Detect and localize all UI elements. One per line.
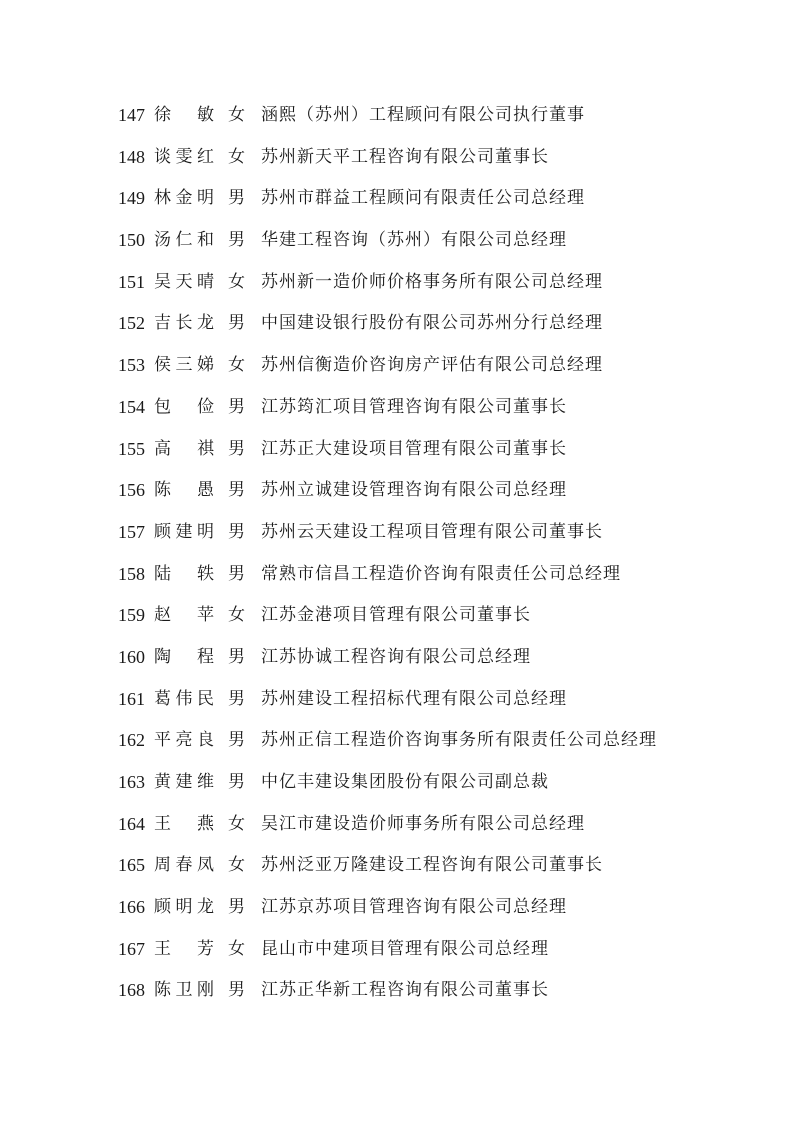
list-item: [118, 934, 758, 976]
name-character: 亮: [175, 730, 193, 751]
list-item: [118, 225, 758, 267]
entry-number: 163: [118, 772, 145, 792]
entry-number: 156: [118, 480, 145, 501]
entry-number: 159: [118, 605, 145, 626]
name-character: 俭: [197, 396, 214, 417]
name-character: 长: [175, 313, 193, 334]
name-character: 平: [154, 730, 171, 751]
entry-number: 149: [118, 188, 145, 209]
person-name: [154, 267, 214, 297]
person-name: [154, 183, 214, 213]
gender: 男: [228, 521, 245, 542]
person-name: [154, 642, 214, 672]
name-character: 吉: [154, 313, 171, 334]
list-item: [118, 684, 758, 726]
list-item: [118, 142, 758, 184]
entry-number: 165: [118, 855, 145, 876]
entry-number: 168: [118, 980, 145, 1001]
name-character: 汤: [154, 230, 171, 251]
person-name: [154, 767, 214, 797]
gender: 女: [228, 855, 245, 876]
list-item: [118, 850, 758, 892]
organization-title: 苏州新天平工程咨询有限公司董事长: [261, 146, 549, 167]
name-character: 顾: [154, 521, 171, 542]
organization-title: 江苏协诚工程咨询有限公司总经理: [261, 646, 531, 667]
name-character: 陈: [154, 480, 171, 501]
gender: 男: [228, 646, 245, 667]
name-character: 轶: [197, 563, 214, 584]
name-character: 红: [197, 146, 214, 167]
name-character: 王: [154, 938, 171, 959]
gender: 男: [228, 480, 245, 501]
name-character: 葛: [154, 688, 171, 709]
name-character: 愚: [197, 480, 214, 501]
person-name: [154, 142, 214, 172]
name-character: 金: [175, 188, 193, 209]
list-item: [118, 600, 758, 642]
list-item: [118, 892, 758, 934]
name-character: 陶: [154, 646, 171, 667]
organization-title: 昆山市中建项目管理有限公司总经理: [261, 938, 549, 959]
gender: 男: [228, 897, 245, 918]
person-name: [154, 600, 214, 630]
name-character: 林: [154, 188, 171, 209]
name-character: 王: [154, 813, 171, 834]
list-item: [118, 642, 758, 684]
entry-number: 153: [118, 355, 145, 376]
gender: 女: [228, 355, 245, 376]
name-character: 娣: [197, 355, 214, 376]
gender: 男: [228, 313, 245, 334]
name-character: 侯: [154, 355, 171, 376]
organization-title: 苏州立诚建设管理咨询有限公司总经理: [261, 480, 567, 501]
name-character: 民: [197, 688, 214, 709]
person-name: [154, 975, 214, 1005]
person-name: [154, 809, 214, 839]
organization-title: 华建工程咨询（苏州）有限公司总经理: [261, 230, 567, 251]
name-character: 建: [175, 772, 193, 792]
organization-title: 江苏金港项目管理有限公司董事长: [261, 605, 531, 626]
person-name: [154, 684, 214, 714]
organization-title: 常熟市信昌工程造价咨询有限责任公司总经理: [261, 563, 621, 584]
organization-title: 苏州新一造价师价格事务所有限公司总经理: [261, 271, 603, 292]
gender: 男: [228, 772, 245, 792]
person-name: [154, 934, 214, 964]
gender: 男: [228, 188, 245, 209]
gender: 男: [228, 688, 245, 709]
entry-number: 164: [118, 813, 145, 834]
name-character: 程: [197, 646, 214, 667]
gender: 男: [228, 438, 245, 459]
person-name: [154, 559, 214, 589]
gender: 男: [228, 396, 245, 417]
list-item: [118, 975, 758, 1017]
organization-title: 苏州建设工程招标代理有限公司总经理: [261, 688, 567, 709]
list-item: [118, 475, 758, 517]
member-list: [118, 100, 758, 1017]
name-character: 包: [154, 396, 171, 417]
gender: 女: [228, 605, 245, 626]
organization-title: 苏州市群益工程顾问有限责任公司总经理: [261, 188, 585, 209]
entry-number: 148: [118, 146, 145, 167]
list-item: [118, 517, 758, 559]
person-name: [154, 850, 214, 880]
organization-title: 吴江市建设造价师事务所有限公司总经理: [261, 813, 585, 834]
gender: 男: [228, 230, 245, 251]
name-character: 良: [197, 730, 214, 751]
name-character: 芳: [197, 938, 214, 959]
entry-number: 160: [118, 646, 145, 667]
list-item: [118, 392, 758, 434]
entry-number: 152: [118, 313, 145, 334]
organization-title: 涵熙（苏州）工程顾问有限公司执行董事: [261, 105, 585, 125]
person-name: [154, 100, 214, 130]
entry-number: 155: [118, 438, 145, 459]
list-item: [118, 267, 758, 309]
organization-title: 江苏筠汇项目管理咨询有限公司董事长: [261, 396, 567, 417]
name-character: 雯: [175, 146, 193, 167]
organization-title: 苏州云天建设工程项目管理有限公司董事长: [261, 521, 603, 542]
list-item: [118, 559, 758, 601]
gender: 女: [228, 271, 245, 292]
name-character: 和: [197, 230, 214, 251]
name-character: 明: [197, 521, 214, 542]
name-character: 建: [175, 521, 193, 542]
name-character: 龙: [197, 897, 214, 918]
gender: 女: [228, 938, 245, 959]
name-character: 三: [175, 355, 193, 376]
organization-title: 中国建设银行股份有限公司苏州分行总经理: [261, 313, 603, 334]
name-character: 敏: [197, 105, 214, 125]
name-character: 燕: [197, 813, 214, 834]
entry-number: 167: [118, 938, 145, 959]
entry-number: 157: [118, 521, 145, 542]
organization-title: 江苏京苏项目管理咨询有限公司总经理: [261, 897, 567, 918]
entry-number: 154: [118, 396, 145, 417]
name-character: 陈: [154, 980, 171, 1001]
person-name: [154, 434, 214, 464]
name-character: 祺: [197, 438, 214, 459]
organization-title: 江苏正华新工程咨询有限公司董事长: [261, 980, 549, 1001]
list-item: [118, 809, 758, 851]
gender: 男: [228, 730, 245, 751]
name-character: 伟: [175, 688, 193, 709]
name-character: 苹: [197, 605, 214, 626]
organization-title: 中亿丰建设集团股份有限公司副总裁: [261, 772, 549, 792]
list-item: [118, 767, 758, 809]
entry-number: 150: [118, 230, 145, 251]
name-character: 龙: [197, 313, 214, 334]
organization-title: 苏州泛亚万隆建设工程咨询有限公司董事长: [261, 855, 603, 876]
name-character: 陆: [154, 563, 171, 584]
name-character: 高: [154, 438, 171, 459]
person-name: [154, 225, 214, 255]
gender: 女: [228, 105, 245, 125]
name-character: 凤: [197, 855, 214, 876]
name-character: 赵: [154, 605, 171, 626]
name-character: 天: [175, 271, 193, 292]
name-character: 刚: [197, 980, 214, 1001]
list-item: [118, 434, 758, 476]
name-character: 维: [197, 772, 214, 792]
entry-number: 147: [118, 105, 145, 125]
list-item: [118, 725, 758, 767]
name-character: 明: [175, 897, 193, 918]
name-character: 卫: [175, 980, 193, 1001]
name-character: 徐: [154, 105, 171, 125]
list-item: [118, 308, 758, 350]
gender: 女: [228, 146, 245, 167]
gender: 男: [228, 563, 245, 584]
name-character: 仁: [175, 230, 193, 251]
person-name: [154, 892, 214, 922]
entry-number: 151: [118, 271, 145, 292]
list-item: [118, 183, 758, 225]
entry-number: 161: [118, 688, 145, 709]
person-name: [154, 308, 214, 338]
name-character: 谈: [154, 146, 171, 167]
name-character: 周: [154, 855, 171, 876]
list-item: [118, 100, 758, 142]
person-name: [154, 350, 214, 380]
gender: 女: [228, 813, 245, 834]
person-name: [154, 392, 214, 422]
entry-number: 162: [118, 730, 145, 751]
name-character: 黄: [154, 772, 171, 792]
person-name: [154, 517, 214, 547]
name-character: 顾: [154, 897, 171, 918]
entry-number: 166: [118, 897, 145, 918]
list-item: [118, 350, 758, 392]
name-character: 春: [175, 855, 193, 876]
name-character: 吴: [154, 271, 171, 292]
entry-number: 158: [118, 563, 145, 584]
organization-title: 苏州正信工程造价咨询事务所有限责任公司总经理: [261, 730, 657, 751]
person-name: [154, 725, 214, 755]
organization-title: 苏州信衡造价咨询房产评估有限公司总经理: [261, 355, 603, 376]
gender: 男: [228, 980, 245, 1001]
name-character: 晴: [197, 271, 214, 292]
name-character: 明: [197, 188, 214, 209]
person-name: [154, 475, 214, 505]
organization-title: 江苏正大建设项目管理有限公司董事长: [261, 438, 567, 459]
